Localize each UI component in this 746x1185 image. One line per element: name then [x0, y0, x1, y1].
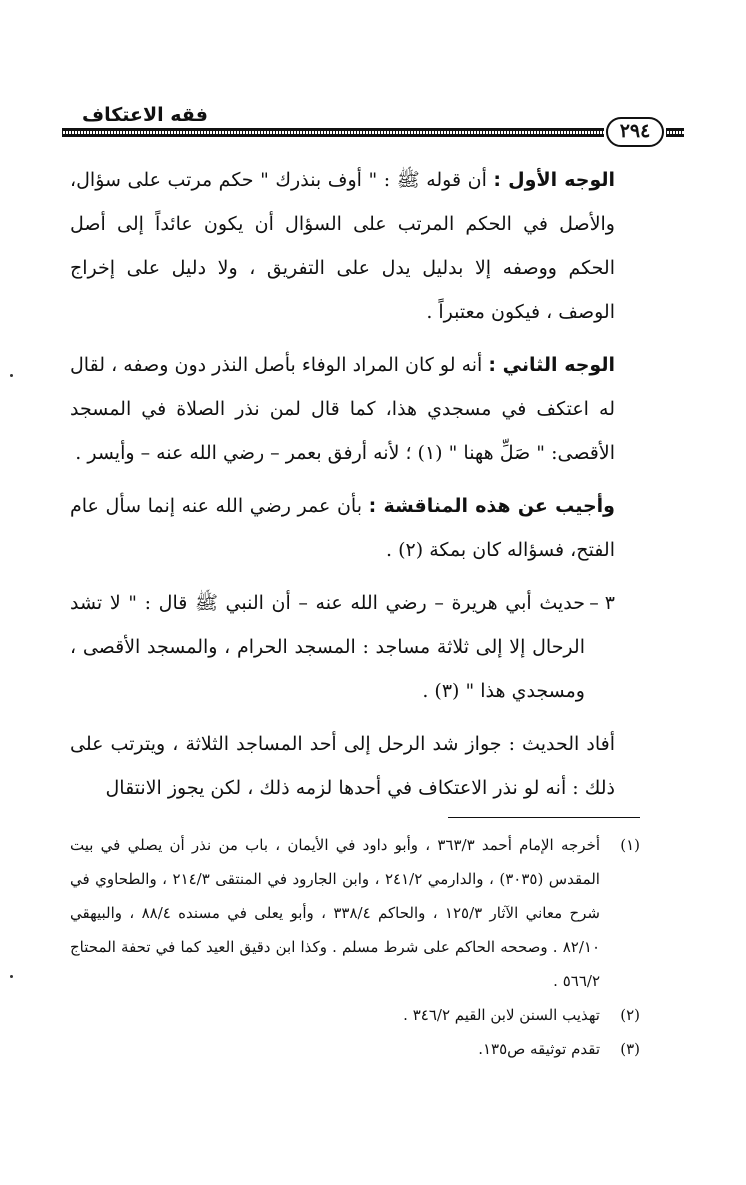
main-text: [70, 158, 615, 819]
paragraph-closing: أفاد الحديث : جواز شد الرحل إلى أحد المساجد الثلاثة ، ويترتب على ذلك : أنه لو نذر الاعتكاف في أحدها لزمه ذلك ، لكن يجوز الانتقال: [70, 733, 615, 799]
footnote-number: (١): [620, 836, 640, 854]
footnote-separator: [448, 817, 640, 818]
page-header: [62, 100, 682, 150]
footnote-text: تقدم توثيقه ص١٣٥.: [478, 1040, 600, 1058]
footnote-2: [70, 998, 640, 1032]
paragraph-lead: الوجه الثاني :: [488, 354, 615, 376]
paragraph-text: بأن عمر رضي الله عنه إنما سأل عام الفتح، فسؤاله كان بمكة (٢) .: [70, 495, 615, 561]
scan-mark: [10, 975, 13, 978]
paragraph-text: أنه لو كان المراد الوفاء بأصل النذر دون وصفه ، لقال له اعتكف في مسجدي هذا، كما قال لمن نذر الصلاة في المسجد الأقصى: " صَلِّ ههنا " (١) ؛ لأنه أرفق بعمر – رضي الله عنه – وأيسر .: [70, 354, 615, 464]
paragraph-first-aspect: [70, 158, 615, 334]
numbered-item-3: [70, 581, 615, 713]
footnote-number: (٢): [620, 1006, 640, 1024]
footnote-3: [70, 1032, 640, 1066]
footnote-1: [70, 828, 640, 998]
footnotes: [70, 828, 640, 1066]
scan-mark: [10, 374, 13, 377]
footnote-text: تهذيب السنن لابن القيم ٣٤٦/٢ .: [403, 1006, 600, 1024]
item-text: حديث أبي هريرة – رضي الله عنه – أن النبي ﷺ قال : " لا تشد الرحال إلا إلى ثلاثة مساجد : المسجد الحرام ، والمسجد الأقصى ، ومسجدي هذا " (٣) .: [70, 592, 585, 702]
paragraph-lead: وأجيب عن هذه المناقشة :: [368, 495, 615, 517]
header-rule: [62, 128, 604, 137]
paragraph-text: أن قوله ﷺ : " أوف بنذرك " حكم مرتب على سؤال، والأصل في الحكم المرتب على السؤال أن يكون عائداً إلى أصل الحكم ووصفه إلا بدليل يدل على التفريق ، ولا دليل على إخراج الوصف ، فيكون معتبراً .: [70, 169, 615, 323]
page-number: ٢٩٤: [606, 117, 664, 147]
footnote-text: أخرجه الإمام أحمد ٣٦٣/٣ ، وأبو داود في الأيمان ، باب من نذر أن يصلي في بيت المقدس (٣٠٣٥) ، والدارمي ٢٤١/٢ ، وابن الجارود في المنتقى ٢١٤/٣ ، والطحاوي في شرح معاني الآثار ١٢٥/٣ ، والحاكم ٣٣٨/٤ ، وأبو يعلى في مسنده ٨٨/٤ ، والبيهقي ٨٢/١٠ . وصححه الحاكم على شرط مسلم . وكذا ابن دقيق العيد كما في تحفة المحتاج ٥٦٦/٢ .: [70, 836, 601, 990]
paragraph-second-aspect: [70, 343, 615, 475]
running-title: فقه الاعتكاف: [82, 104, 208, 126]
paragraph-lead: الوجه الأول :: [493, 169, 616, 191]
paragraph-response: [70, 484, 615, 572]
header-rule-end: [666, 128, 684, 137]
item-number: ٣ –: [589, 592, 615, 614]
footnote-number: (٣): [620, 1040, 640, 1058]
